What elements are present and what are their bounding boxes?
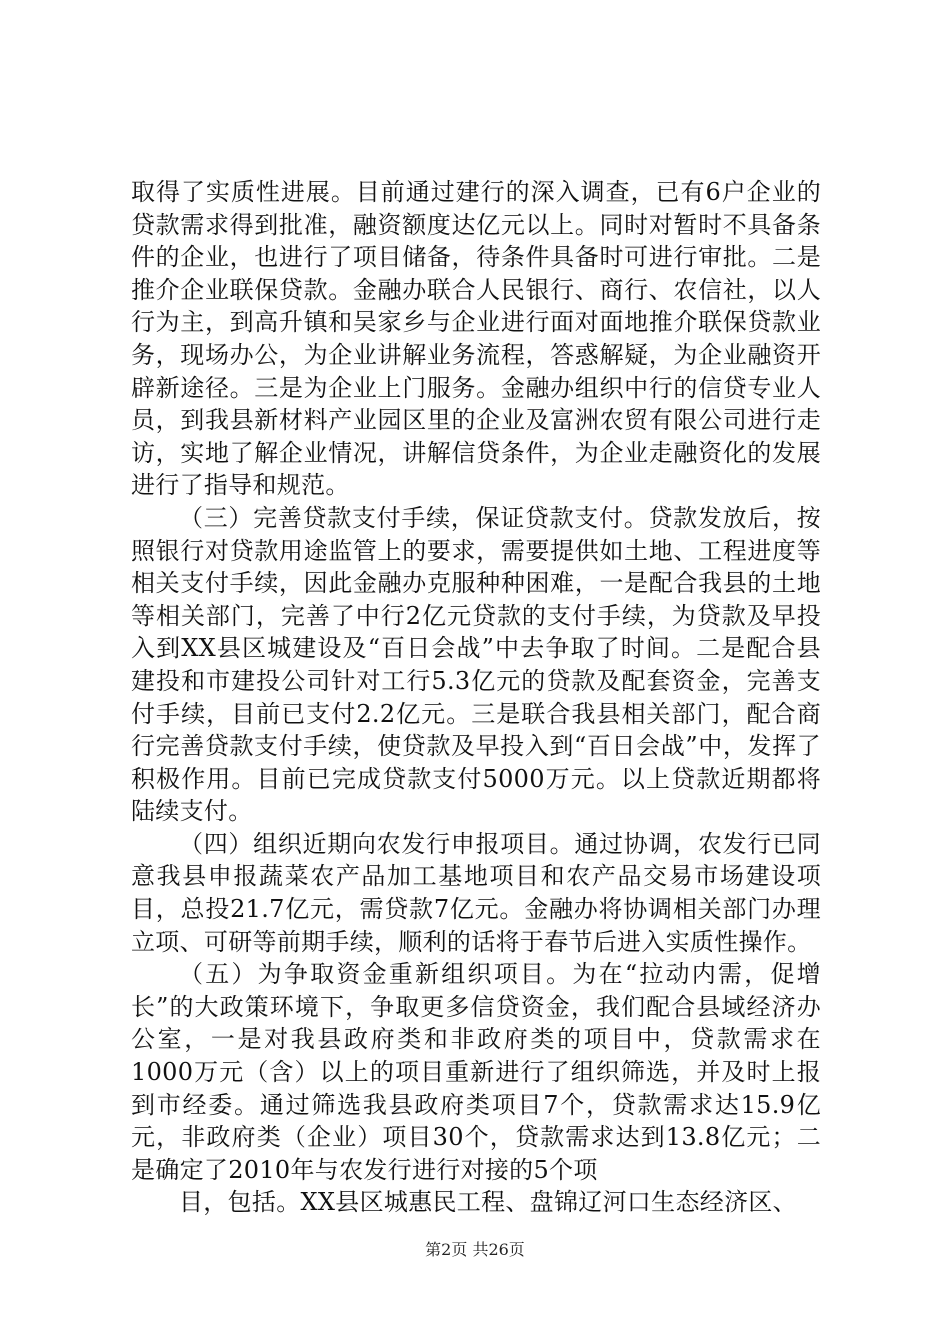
paragraph-2: （三）完善贷款支付手续，保证贷款支付。贷款发放后，按照银行对贷款用途监管上的要求，需要提供如土地、工程进度等相关支付手续，因此金融办克服种种困难，一是配合我县的土地等相关部门，完善了中行2亿元贷款的支付手续，为贷款及早投入到XX县区城建设及“百日会战”中去争取了时间。二是配合县建投和市建投公司针对工行5.3亿元的贷款及配套资金，完善支付手续，目前已支付2.2亿元。三是联合我县相关部门，配合商行完善贷款支付手续，使贷款及早投入到“百日会战”中，发挥了积极作用。目前已完成贷款支付5000万元。以上贷款近期都将陆续支付。 bbox=[131, 503, 821, 826]
document-body bbox=[131, 176, 821, 1219]
paragraph-4: （五）为争取资金重新组织项目。为在“拉动内需，促增长”的大政策环境下，争取更多信贷资金，我们配合县域经济办公室，一是对我县政府类和非政府类的项目中，贷款需求在1000万元（含）以上的项目重新进行了组织筛选，并及时上报到市经委。通过筛选我县政府类项目7个，贷款需求达15.9亿元，非政府类（企业）项目30个，贷款需求达到13.8亿元；二是确定了2010年与农发行进行对接的5个项 bbox=[131, 960, 821, 1184]
paragraph-5: 目，包括。XX县区城惠民工程、盘锦辽河口生态经济区、 bbox=[179, 1188, 797, 1217]
page-footer: 第2页 共26页 bbox=[425, 1240, 525, 1259]
paragraph-1: 取得了实质性进展。目前通过建行的深入调查，已有6户企业的贷款需求得到批准，融资额度达亿元以上。同时对暂时不具备条件的企业，也进行了项目储备，待条件具备时可进行审批。二是推介企业联保贷款。金融办联合人民银行、商行、农信社，以人行为主，到高升镇和吴家乡与企业进行面对面地推介联保贷款业务，现场办公，为企业讲解业务流程，答惑解疑，为企业融资开辟新途径。三是为企业上门服务。金融办组织中行的信贷专业人员，到我县新材料产业园区里的企业及富洲农贸有限公司进行走访，实地了解企业情况，讲解信贷条件，为企业走融资化的发展进行了指导和规范。 bbox=[131, 178, 821, 500]
paragraph-3: （四）组织近期向农发行申报项目。通过协调，农发行已同意我县申报蔬菜农产品加工基地项目和农产品交易市场建设项目，总投21.7亿元，需贷款7亿元。金融办将协调相关部门办理立项、可研等前期手续，顺利的话将于春节后进入实质性操作。 bbox=[131, 829, 821, 956]
